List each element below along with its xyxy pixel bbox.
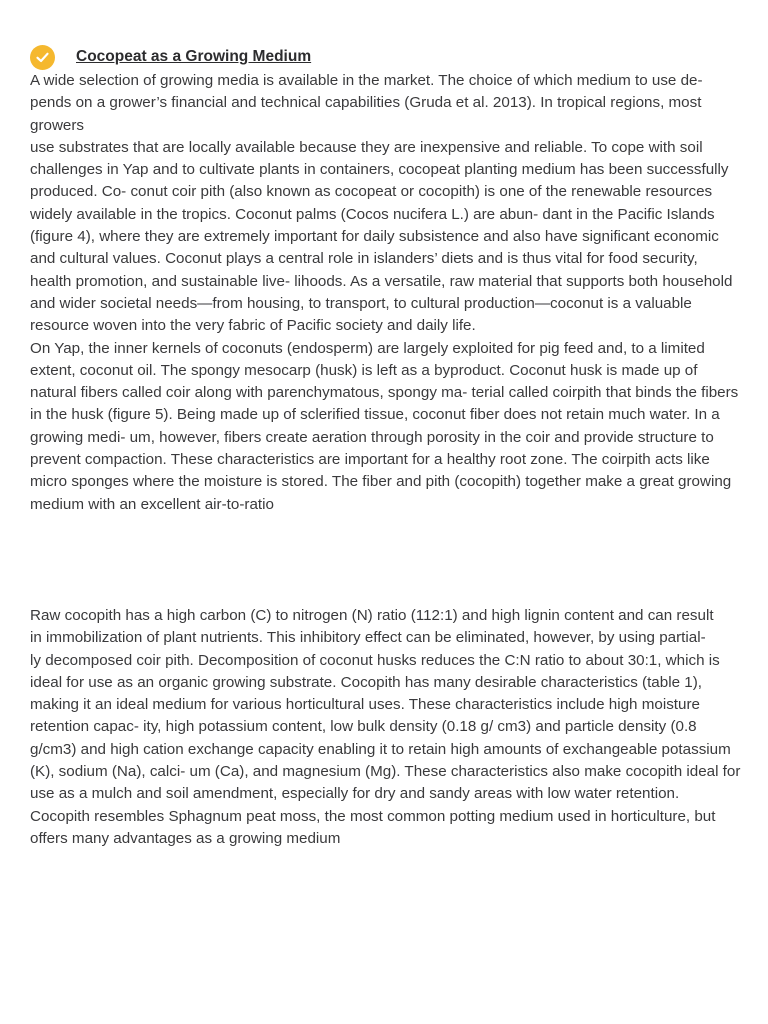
checkmark-circle-icon (30, 45, 55, 70)
paragraph: A wide selection of growing media is available in the market. The choice of which medium to use de- pends on a grower’s financial and technical capabilities (Gruda et al. 2013). In tropical regions, most growers (30, 72, 703, 134)
paragraph: ly decomposed coir pith. Decomposition of coconut husks reduces the C:N ratio to about 30:1, which is ideal for use as an organic growing substrate. Cocopith has many desirable characteristics (table 1), making it an ideal medium for various horticultural uses. These characteristics include high moisture retention capac- ity, high potassium content, low bulk density (0.18 g/ cm3) and particle density (0.8 g/cm3) and high cation exchange capacity enabling it to retain high amounts of exchangeable potassium (K), sodium (Na), calci- um (Ca), and magnesium (Mg). These characteristics also make cocopith ideal for use as a mulch and soil amendment, especially for dry and sandy areas with low water retention. Cocopith resembles Sphagnum peat moss, the most common potting medium used in horticulture, but offers many advantages as a growing medium (30, 651, 741, 847)
document-page (30, 44, 742, 850)
paragraph: use substrates that are locally available because they are inexpensive and reliable. To cope with soil challenges in Yap and to cultivate plants in containers, cocopeat planting medium has been successfully produced. Co- conut coir pith (also known as cocopeat or cocopith) is one of the renewable resources widely available in the tropics. Coconut palms (Cocos nucifera L.) are abun- dant in the Pacific Islands (figure 4), where they are extremely important for daily subsistence and also have significant economic and cultural values. Coconut plays a central role in islanders’ diets and is thus vital for food security, health promotion, and sustainable live- lihoods. As a versatile, raw material that supports both household and wider societal needs—from housing, to transport, to cultural production—coconut is a valuable resource woven into the very fabric of Pacific society and daily life. (30, 138, 733, 335)
paragraph: Raw cocopith has a high carbon (C) to nitrogen (N) ratio (112:1) and high lignin content and can result (30, 606, 714, 624)
paragraph: On Yap, the inner kernels of coconuts (endosperm) are largely exploited for pig feed and, to a limited extent, coconut oil. The spongy mesocarp (husk) is left as a byproduct. Coconut husk is made up of natural fibers called coir along with parenchymatous, spongy ma- terial called coirpith that binds the fibers in the husk (figure 5). Being made up of sclerified tissue, coconut fiber does not retain much water. In a growing medi- um, however, fibers create aeration through porosity in the coir and provide structure to prevent compaction. These characteristics are important for a healthy root zone. The coirpith acts like micro sponges where the moisture is stored. The fiber and pith (cocopith) together make a great growing medium with an excellent air-to-ratio (30, 339, 739, 513)
blank-space (30, 516, 742, 605)
paragraph: in immobilization of plant nutrients. This inhibitory effect can be eliminated, however, by using partial- (30, 629, 706, 647)
heading-row (30, 44, 742, 70)
section-heading: Cocopeat as a Growing Medium (76, 48, 312, 65)
